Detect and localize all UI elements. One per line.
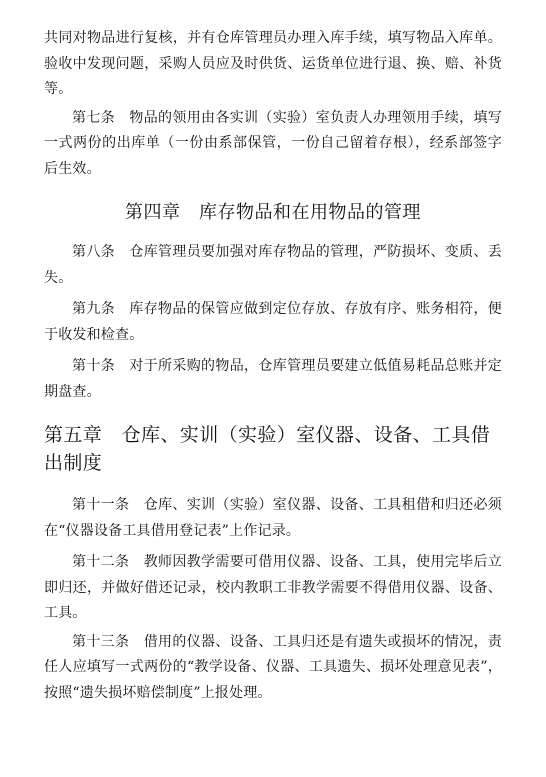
- article-11: 第十一条 仓库、实训（实验）室仪器、设备、工具租借和归还必须在“仪器设备工具借用登记表”上作记录。: [44, 497, 502, 539]
- article-9: 第九条 库存物品的保管应做到定位存放、存放有序、账务相符，便于收发和检查。: [44, 301, 502, 343]
- chapter-5-title: 第五章 仓库、实训（实验）室仪器、设备、工具借出制度: [44, 424, 491, 474]
- article-12: 第十二条 教师因教学需要可借用仪器、设备、工具，使用完毕后立即归还，并做好借还记录，校内教职工非教学需要不得借用仪器、设备、工具。: [44, 554, 502, 621]
- document-page: [44, 26, 502, 706]
- chapter-4-title: 第四章 库存物品和在用物品的管理: [125, 202, 421, 223]
- article-8: 第八条 仓库管理员要加强对库存物品的管理，严防损坏、变质、丢失。: [44, 244, 502, 286]
- article-10: 第十条 对于所采购的物品，仓库管理员要建立低值易耗品总账并定期盘查。: [44, 358, 502, 400]
- continued-paragraph: 共同对物品进行复核，并有仓库管理员办理入库手续，填写物品入库单。验收中发现问题，采购人员应及时供货、运货单位进行退、换、赔、补货等。: [44, 30, 502, 97]
- article-7: 第七条 物品的领用由各实训（实验）室负责人办理领用手续，填写一式两份的出库单（一份由系部保管，一份自己留着存根），经系部签字后生效。: [44, 109, 502, 177]
- article-13: 第十三条 借用的仪器、设备、工具归还是有遗失或损坏的情况，责任人应填写一式两份的“教学设备、仪器、工具遗失、损坏处理意见表”，按照“遗失损坏赔偿制度”上报处理。: [44, 633, 502, 701]
